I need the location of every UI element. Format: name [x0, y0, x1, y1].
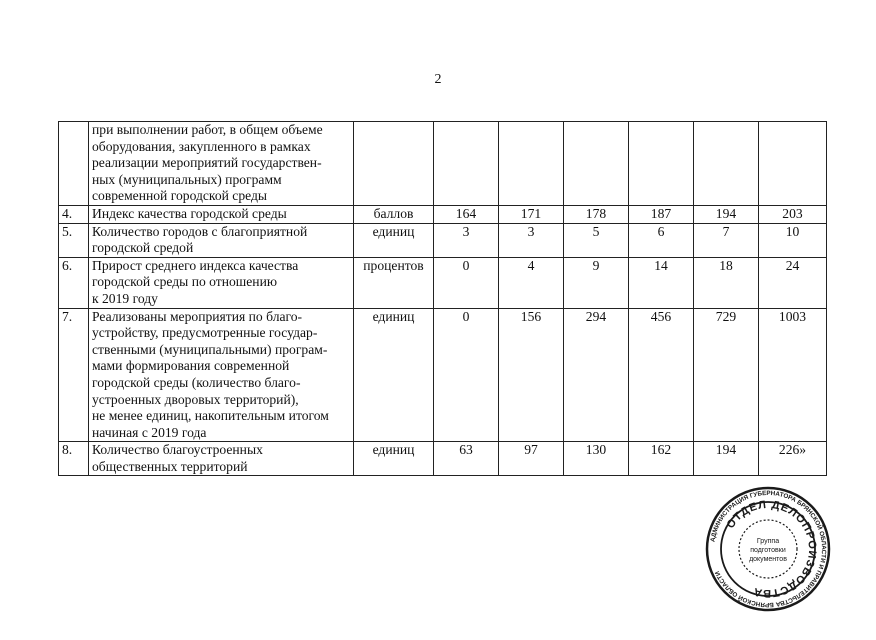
value-cell: 97 [499, 442, 564, 476]
value-cell: 187 [629, 205, 694, 223]
unit-cell: баллов [354, 205, 434, 223]
indicators-table [58, 121, 827, 476]
description-line: устройству, предусмотренные государ- [92, 325, 318, 341]
description-line: ственными (муниципальными) програм- [92, 341, 328, 357]
value-cell: 194 [694, 442, 759, 476]
row-description-cell [89, 205, 354, 223]
value-cell: 10 [759, 223, 827, 257]
value-cell: 5 [564, 223, 629, 257]
description-line: современной городской среды [92, 188, 268, 204]
row-description-cell [89, 257, 354, 308]
table-row [59, 308, 827, 442]
unit-cell: единиц [354, 223, 434, 257]
empty-cell [354, 122, 434, 206]
description-line: Количество благоустроенных [92, 442, 263, 458]
unit-cell: процентов [354, 257, 434, 308]
description-line: Прирост среднего индекса качества [92, 257, 299, 273]
description-line: общественных территорий [92, 458, 248, 474]
stamp-ring-text: АДМИНИСТРАЦИЯ ГУБЕРНАТОРА БРЯНСКОЙ ОБЛАСТИ И ПРАВИТЕЛЬСТВА БРЯНСКОЙ ОБЛАСТИ [709, 489, 828, 609]
empty-cell [564, 122, 629, 206]
description-line: начиная с 2019 года [92, 424, 207, 440]
row-number-cell: 5. [59, 223, 89, 257]
value-cell: 14 [629, 257, 694, 308]
value-cell: 456 [629, 308, 694, 442]
value-cell: 162 [629, 442, 694, 476]
description-line: устроенных дворовых территорий), [92, 391, 299, 407]
value-cell: 7 [694, 223, 759, 257]
value-cell: 0 [434, 257, 499, 308]
value-cell: 4 [499, 257, 564, 308]
value-cell: 0 [434, 308, 499, 442]
value-cell: 9 [564, 257, 629, 308]
description-line: городской среды по отношению [92, 274, 278, 290]
row-description-cell [89, 223, 354, 257]
row-number-cell: 8. [59, 442, 89, 476]
row-description-cell [89, 442, 354, 476]
row-number-cell: 4. [59, 205, 89, 223]
value-cell: 156 [499, 308, 564, 442]
row-number-cell [59, 122, 89, 206]
empty-cell [759, 122, 827, 206]
description-line: Количество городов с благоприятной [92, 223, 308, 239]
table-row [59, 442, 827, 476]
description-line: не менее единиц, накопительным итогом [92, 408, 329, 424]
row-number-cell: 6. [59, 257, 89, 308]
stamp-center-line-3: документов [749, 556, 787, 563]
value-cell: 294 [564, 308, 629, 442]
value-cell: 226» [759, 442, 827, 476]
value-cell: 194 [694, 205, 759, 223]
value-cell: 24 [759, 257, 827, 308]
empty-cell [434, 122, 499, 206]
value-cell: 130 [564, 442, 629, 476]
value-cell: 6 [629, 223, 694, 257]
table-row [59, 257, 827, 308]
description-line: оборудования, закупленного в рамках [92, 138, 311, 154]
value-cell: 729 [694, 308, 759, 442]
description-line: мами формирования современной [92, 358, 290, 374]
description-line: ных (муниципальных) программ [92, 171, 282, 187]
official-stamp [705, 486, 831, 612]
row-description-cell [89, 122, 354, 206]
value-cell: 63 [434, 442, 499, 476]
value-cell: 3 [434, 223, 499, 257]
row-number-cell: 7. [59, 308, 89, 442]
description-line: Реализованы мероприятия по благо- [92, 308, 303, 324]
description-line: Индекс качества городской среды [92, 205, 287, 221]
value-cell: 203 [759, 205, 827, 223]
table-row-continuation [59, 122, 827, 206]
empty-cell [629, 122, 694, 206]
description-line: к 2019 году [92, 290, 158, 306]
value-cell: 164 [434, 205, 499, 223]
value-cell: 18 [694, 257, 759, 308]
unit-cell: единиц [354, 442, 434, 476]
value-cell: 3 [499, 223, 564, 257]
description-line: реализации мероприятий государствен- [92, 155, 322, 171]
value-cell: 178 [564, 205, 629, 223]
description-line: городской средой [92, 240, 194, 256]
description-line: при выполнении работ, в общем объеме [92, 122, 323, 137]
stamp-center-line-1: Группа [756, 538, 780, 545]
table-row [59, 205, 827, 223]
description-line: городской среды (количество благо- [92, 374, 301, 390]
page-number: 2 [434, 72, 442, 87]
unit-cell: единиц [354, 308, 434, 442]
empty-cell [694, 122, 759, 206]
empty-cell [499, 122, 564, 206]
row-description-cell [89, 308, 354, 442]
stamp-inner-text: ОТДЕЛ ДЕЛОПРОИЗВОДСТВА [724, 498, 819, 600]
value-cell: 1003 [759, 308, 827, 442]
stamp-center-line-2: подготовки [750, 547, 786, 554]
value-cell: 171 [499, 205, 564, 223]
table-row [59, 223, 827, 257]
